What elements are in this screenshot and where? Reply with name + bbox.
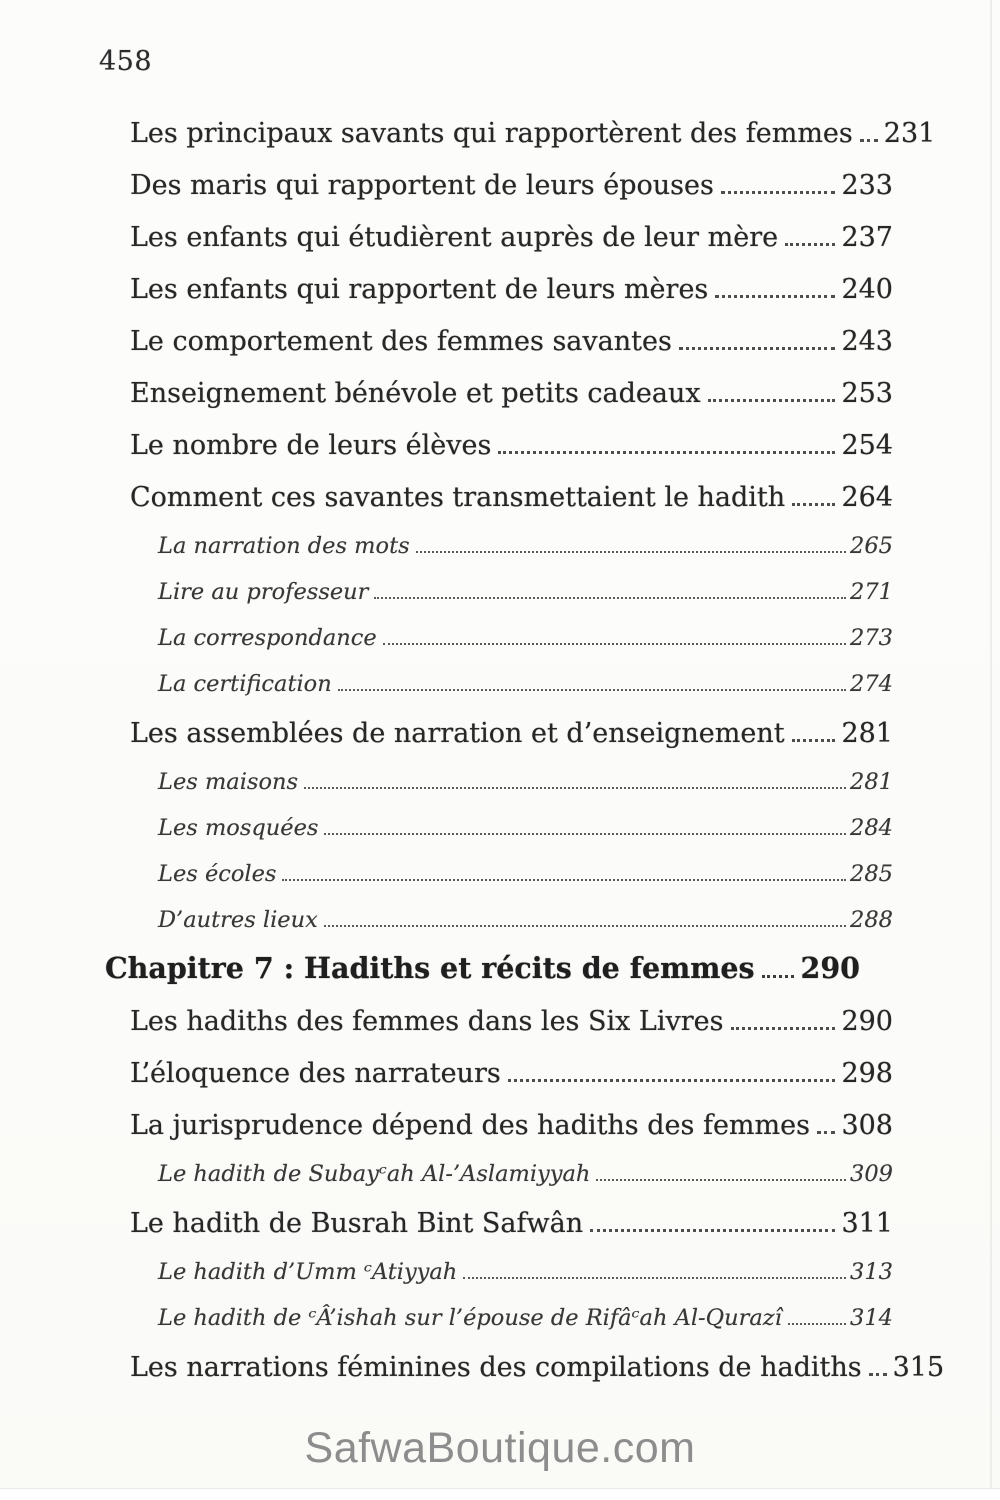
dot-leader	[498, 451, 835, 454]
toc-entry	[98, 513, 893, 559]
dot-leader	[869, 1373, 887, 1376]
toc-entry-page-number: 281	[850, 769, 893, 795]
toc-entry	[98, 1331, 945, 1383]
dot-leader	[416, 551, 846, 553]
toc-entry-label: La jurisprudence dépend des hadiths des femmes	[130, 1110, 810, 1141]
toc-entry-page-number: 271	[850, 579, 893, 605]
toc-entry-page-number: 290	[800, 951, 860, 985]
toc-entry	[98, 1239, 893, 1285]
toc-entry-page-number: 274	[850, 671, 893, 697]
toc-entry	[98, 985, 893, 1037]
toc-entry-page-number: 313	[850, 1259, 893, 1285]
dot-leader	[785, 243, 835, 246]
toc-entry-label: Le comportement des femmes savantes	[130, 326, 672, 357]
toc-entry	[98, 253, 893, 305]
dot-leader	[324, 833, 846, 835]
toc-entry-label: Le nombre de leurs élèves	[130, 430, 492, 461]
dot-leader	[383, 643, 846, 645]
toc-entry	[98, 559, 893, 605]
toc-entry-label: Des maris qui rapportent de leurs épouses	[130, 170, 714, 201]
toc-entry	[98, 409, 893, 461]
toc-entry-label: Enseignement bénévole et petits cadeaux	[130, 378, 701, 409]
dot-leader	[596, 1179, 846, 1181]
toc-entry	[98, 1089, 893, 1141]
toc-entry-page-number: 237	[841, 222, 893, 253]
toc-entry-page-number: 308	[841, 1110, 893, 1141]
toc-entry	[98, 305, 893, 357]
photo-edge-right	[990, 0, 992, 1500]
toc-entry-label: Chapitre 7 : Hadiths et récits de femmes	[105, 951, 755, 985]
toc-entry-page-number: 254	[841, 430, 893, 461]
toc-entry-label: Les hadiths des femmes dans les Six Livres	[130, 1006, 724, 1037]
toc-entry-label: Le hadith d’Umm ᶜAtiyyah	[158, 1259, 458, 1285]
table-of-contents	[98, 97, 945, 1383]
toc-entry-label: Les principaux savants qui rapportèrent des femmes	[130, 118, 853, 149]
dot-leader	[708, 399, 836, 402]
page-number: 458	[99, 46, 153, 77]
toc-entry-label: La narration des mots	[158, 533, 410, 559]
toc-entry	[98, 1187, 893, 1239]
toc-entry	[98, 605, 893, 651]
toc-entry	[98, 201, 893, 253]
toc-entry-page-number: 265	[850, 533, 893, 559]
toc-entry	[98, 149, 893, 201]
toc-entry-page-number: 311	[841, 1208, 893, 1239]
toc-entry	[98, 841, 893, 887]
dot-leader	[324, 925, 846, 927]
toc-entry-page-number: 281	[841, 718, 893, 749]
toc-entry-page-number: 273	[850, 625, 893, 651]
dot-leader	[860, 139, 878, 142]
toc-entry-page-number: 285	[850, 861, 893, 887]
toc-entry-page-number: 314	[850, 1305, 893, 1331]
dot-leader	[463, 1277, 846, 1279]
toc-entry	[98, 887, 893, 933]
toc-entry-page-number: 231	[883, 118, 936, 149]
dot-leader	[792, 503, 835, 506]
dot-leader	[788, 1323, 846, 1325]
dot-leader	[374, 597, 846, 599]
toc-entry-label: Les écoles	[158, 861, 277, 887]
toc-entry	[98, 697, 893, 749]
toc-entry-label: La correspondance	[158, 625, 377, 651]
toc-entry-label: Les mosquées	[158, 815, 319, 841]
toc-entry-page-number: 309	[850, 1161, 893, 1187]
toc-entry-label: D’autres lieux	[158, 907, 318, 933]
dot-leader	[282, 879, 846, 881]
toc-entry-page-number: 298	[841, 1058, 893, 1089]
toc-entry-label: Les enfants qui rapportent de leurs mères	[130, 274, 709, 305]
toc-entry-label: Le hadith de Subayᶜah Al-’Aslamiyyah	[158, 1161, 591, 1187]
toc-entry-page-number: 288	[850, 907, 893, 933]
toc-entry	[98, 1285, 893, 1331]
toc-entry	[98, 97, 936, 149]
dot-leader	[338, 689, 846, 691]
toc-entry-label: Les assemblées de narration et d’enseignement	[130, 718, 785, 749]
toc-entry	[98, 933, 893, 985]
toc-entry	[98, 749, 893, 795]
toc-entry-page-number: 233	[841, 170, 893, 201]
toc-entry	[98, 1141, 893, 1187]
dot-leader	[715, 295, 835, 298]
toc-entry-label: Le hadith de Busrah Bint Safwân	[130, 1208, 584, 1239]
dot-leader	[762, 975, 794, 978]
toc-entry-page-number: 284	[850, 815, 893, 841]
dot-leader	[304, 787, 846, 789]
photo-edge-bottom	[0, 1488, 1000, 1500]
toc-entry	[98, 651, 893, 697]
toc-entry-label: La certification	[158, 671, 332, 697]
toc-entry-page-number: 243	[841, 326, 893, 357]
toc-entry-label: Les narrations féminines des compilations de hadiths	[130, 1352, 862, 1383]
toc-entry-page-number: 290	[841, 1006, 893, 1037]
toc-entry-label: Lire au professeur	[158, 579, 369, 605]
dot-leader	[731, 1027, 836, 1030]
toc-entry	[98, 461, 893, 513]
toc-entry-page-number: 264	[841, 482, 893, 513]
toc-entry	[98, 795, 893, 841]
dot-leader	[508, 1079, 836, 1082]
toc-entry-label: L’éloquence des narrateurs	[130, 1058, 501, 1089]
toc-entry-label: Comment ces savantes transmettaient le hadith	[130, 482, 786, 513]
dot-leader	[721, 191, 836, 194]
toc-entry-page-number: 240	[841, 274, 893, 305]
toc-entry-label: Les enfants qui étudièrent auprès de leur mère	[130, 222, 779, 253]
dot-leader	[817, 1131, 835, 1134]
toc-entry	[98, 357, 893, 409]
watermark-text: SafwaBoutique.com	[304, 1424, 696, 1472]
toc-entry-page-number: 253	[841, 378, 893, 409]
toc-entry	[98, 1037, 893, 1089]
dot-leader	[590, 1229, 835, 1232]
dot-leader	[792, 739, 836, 742]
toc-entry-label: Le hadith de ᶜÂ’ishah sur l’épouse de Rifâᶜah Al-Qurazî	[158, 1305, 782, 1331]
dot-leader	[679, 347, 836, 350]
toc-entry-label: Les maisons	[158, 769, 299, 795]
toc-entry-page-number: 315	[892, 1352, 945, 1383]
